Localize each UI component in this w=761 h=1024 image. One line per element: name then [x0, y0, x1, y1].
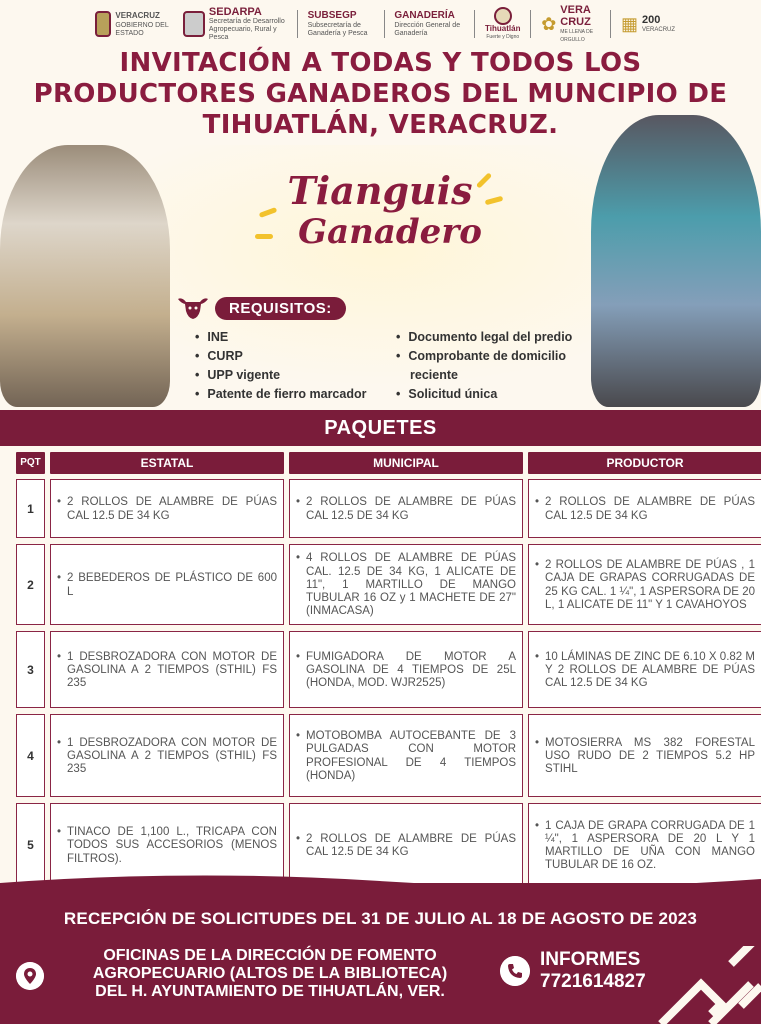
- pqt-cell: 4: [16, 714, 45, 797]
- estatal-cell: • 2 ROLLOS DE ALAMBRE DE PÚAS CAL 12.5 DE 34 KG: [50, 479, 284, 538]
- requirements-list-right: [396, 328, 596, 404]
- cow-head-icon: [176, 295, 210, 321]
- column-header-municipal: MUNICIPAL: [289, 452, 523, 474]
- footer: [0, 883, 761, 1024]
- productor-cell: • 1 CAJA DE GRAPA CORRUGADA DE 1 ¼", 1 ASPERSORA DE 20 L Y 1 MARTILLO DE UÑA CON MANGO TUBULAR DE 16 OZ.: [528, 803, 761, 887]
- logo-bar: [95, 6, 675, 42]
- event-logo: [255, 170, 505, 280]
- pqt-cell: 2: [16, 544, 45, 625]
- logo-sub-text: Fuerte y Digno: [486, 34, 520, 40]
- cell-text: MOTOSIERRA MS 382 FORESTAL USO RUDO DE 2 TIEMPOS 5.2 HP STIHL: [545, 736, 755, 776]
- cell-text: 10 LÁMINAS DE ZINC DE 6.10 X 0.82 M Y 2 ROLLOS DE ALAMBRE DE PÚAS CAL 12.5 DE 34 KG: [545, 650, 755, 690]
- municipal-cell: • MOTOBOMBA AUTOCEBANTE DE 3 PULGADAS CON MOTOR PROFESIONAL DE 4 TIEMPOS (HONDA): [289, 714, 523, 797]
- cell-text: 1 DESBROZADORA CON MOTOR DE GASOLINA A 2 TIEMPOS (STHIL) FS 235: [67, 650, 277, 690]
- logo-main-text: VERACRUZ: [115, 11, 160, 20]
- municipal-cell: • 4 ROLLOS DE ALAMBRE DE PÚAS CAL. 12.5 DE 34 KG, 1 ALICATE DE 11", 1 MARTILLO DE MANGO TUBULAR 16 OZ y 1 MACHETE DE 27" (INMACASA): [289, 544, 523, 625]
- divider: [610, 10, 611, 38]
- municipal-cell: • 2 ROLLOS DE ALAMBRE DE PÚAS CAL 12.5 DE 34 KG: [289, 803, 523, 887]
- cell-text: 1 DESBROZADORA CON MOTOR DE GASOLINA A 2 TIEMPOS (STHIL) FS 235: [67, 736, 277, 776]
- logo-main-text: 200: [642, 14, 661, 26]
- requirement-item: • CURP: [195, 347, 366, 366]
- logo-main-text: GANADERÍA: [394, 10, 455, 21]
- hero-section: [0, 145, 761, 410]
- tihuatlan-emblem-icon: [494, 7, 512, 25]
- page-title: INVITACIÓN A TODAS Y TODOS LOS PRODUCTORES GANADEROS DEL MUNCIPIO DE TIHUATLÁN, VERACRUZ.: [33, 48, 728, 140]
- productor-cell: • 10 LÁMINAS DE ZINC DE 6.10 X 0.82 M Y 2 ROLLOS DE ALAMBRE DE PÚAS CAL 12.5 DE 34 KG: [528, 631, 761, 708]
- farmer-photo-right: [591, 115, 761, 407]
- estatal-cell: • 2 BEBEDEROS DE PLÁSTICO DE 600 L: [50, 544, 284, 625]
- cell-text: FUMIGADORA DE MOTOR A GASOLINA DE 4 TIEMPOS DE 25L (HONDA, MOD. WJR2525): [306, 650, 516, 690]
- greek-fret-ornament: [641, 946, 761, 1024]
- productor-cell: • MOTOSIERRA MS 382 FORESTAL USO RUDO DE 2 TIEMPOS 5.2 HP STIHL: [528, 714, 761, 797]
- requirement-item: • INE: [195, 328, 366, 347]
- sun-ray: [255, 234, 273, 239]
- requisitos-badge: REQUISITOS:: [215, 297, 346, 320]
- location-pin-icon: [16, 962, 44, 990]
- column-header-pqt: PQT: [16, 452, 45, 474]
- column-header-estatal: ESTATAL: [50, 452, 284, 474]
- logo-ganaderia: [394, 10, 464, 38]
- informes-block: [540, 949, 646, 993]
- veracruz-shield-icon: [95, 11, 111, 37]
- cell-text: 2 ROLLOS DE ALAMBRE DE PÚAS CAL 12.5 DE 34 KG: [67, 496, 277, 522]
- phone-icon: [500, 956, 530, 986]
- requirement-item: • Patente de fierro marcador: [195, 385, 366, 404]
- table-row: [16, 479, 755, 538]
- sedarpa-shield-icon: [183, 11, 205, 37]
- cell-text: MOTOBOMBA AUTOCEBANTE DE 3 PULGADAS CON MOTOR PROFESIONAL DE 4 TIEMPOS (HONDA): [306, 730, 516, 782]
- pqt-cell: 1: [16, 479, 45, 538]
- cell-text: 4 ROLLOS DE ALAMBRE DE PÚAS CAL. 12.5 DE 34 KG, 1 ALICATE DE 11", 1 MARTILLO DE MANGO TUBULAR 16 OZ y 1 MACHETE DE 27" (INMACASA): [306, 552, 516, 618]
- informes-label: INFORMES: [540, 949, 641, 970]
- requirement-item: • Documento legal del predio: [396, 328, 596, 347]
- address-line: DEL H. AYUNTAMIENTO DE TIHUATLÁN, VER.: [95, 983, 445, 1000]
- packages-table: [16, 452, 755, 893]
- farmer-photo-left: [0, 145, 170, 407]
- table-row: [16, 631, 755, 708]
- logo-veracruz: [95, 10, 173, 38]
- estatal-cell: • 1 DESBROZADORA CON MOTOR DE GASOLINA A 2 TIEMPOS (STHIL) FS 235: [50, 631, 284, 708]
- divider: [384, 10, 385, 38]
- divider: [297, 10, 298, 38]
- logo-sub-text: VERACRUZ: [642, 27, 676, 33]
- cell-text: 1 CAJA DE GRAPA CORRUGADA DE 1 ¼", 1 ASPERSORA DE 20 L Y 1 MARTILLO DE UÑA CON MANGO TUBULAR DE 16 OZ.: [545, 819, 755, 872]
- municipal-cell: • FUMIGADORA DE MOTOR A GASOLINA DE 4 TIEMPOS DE 25L (HONDA, MOD. WJR2525): [289, 631, 523, 708]
- cell-text: 2 BEBEDEROS DE PLÁSTICO DE 600 L: [67, 572, 277, 598]
- event-title-line1: Tianguis: [287, 168, 473, 213]
- cell-text: 2 ROLLOS DE ALAMBRE DE PÚAS , 1 CAJA DE GRAPAS CORRUGADAS DE 25 KG CAL. 1 ¼", 1 ASPERSORA DE 20 L, 1 ALICATE DE 11" Y 1 CAVAHOYOS: [545, 559, 755, 611]
- requirement-item: • UPP vigente: [195, 366, 366, 385]
- logo-subsegp: [308, 10, 374, 38]
- address-line: OFICINAS DE LA DIRECCIÓN DE FOMENTO: [103, 947, 437, 964]
- paquetes-header: PAQUETES: [0, 410, 761, 446]
- requirements-list-left: [195, 328, 366, 404]
- cell-text: 2 ROLLOS DE ALAMBRE DE PÚAS CAL 12.5 DE 34 KG: [306, 496, 516, 522]
- productor-cell: • 2 ROLLOS DE ALAMBRE DE PÚAS , 1 CAJA DE GRAPAS CORRUGADAS DE 25 KG CAL. 1 ¼", 1 ASPERSORA DE 20 L, 1 ALICATE DE 11" Y 1 CAVAHOYOS: [528, 544, 761, 625]
- event-title-line2: Ganadero: [298, 212, 482, 252]
- logo-sub-text: Subsecretaría de Ganadería y Pesca: [307, 22, 368, 37]
- table-header-row: [16, 452, 746, 474]
- logo-main-text: SUBSEGP: [307, 10, 357, 21]
- estatal-cell: • TINACO DE 1,100 L., TRICAPA CON TODOS SUS ACCESORIOS (MENOS FILTROS).: [50, 803, 284, 887]
- requirement-item: • Solicitud única: [396, 385, 596, 404]
- logo-main-text: VERA CRUZ: [560, 4, 591, 28]
- phone-number: 7721614827: [540, 971, 646, 992]
- table-row: [16, 714, 755, 797]
- table-row: [16, 544, 755, 625]
- pattern-icon: ▦: [621, 13, 639, 34]
- pqt-cell: 5: [16, 803, 45, 887]
- flower-icon: ✿: [541, 13, 557, 34]
- cell-text: 2 ROLLOS DE ALAMBRE DE PÚAS CAL 12.5 DE 34 KG: [545, 496, 755, 522]
- logo-vera-cruz: [541, 4, 600, 44]
- logo-sub-text: Dirección General de Ganadería: [394, 22, 461, 37]
- address-line: AGROPECUARIO (ALTOS DE LA BIBLIOTECA): [92, 965, 448, 982]
- office-address: [55, 947, 485, 1001]
- pqt-cell: 3: [16, 631, 45, 708]
- divider: [530, 10, 531, 38]
- logo-tihuatlan: [485, 7, 520, 41]
- logo-200-veracruz: [621, 14, 675, 35]
- requirement-item: • Comprobante de domicilio reciente: [396, 347, 596, 385]
- cell-text: TINACO DE 1,100 L., TRICAPA CON TODOS SUS ACCESORIOS (MENOS FILTROS).: [67, 826, 277, 865]
- logo-sub-text: GOBIERNO DEL ESTADO: [115, 22, 169, 37]
- productor-cell: • 2 ROLLOS DE ALAMBRE DE PÚAS CAL 12.5 DE 34 KG: [528, 479, 761, 538]
- logo-main-text: Tihuatlán: [485, 24, 521, 33]
- footer-wave: [0, 869, 761, 893]
- logo-sub-text: ME LLENA DE ORGULLO: [560, 29, 594, 43]
- reception-dates: RECEPCIÓN DE SOLICITUDES DEL 31 DE JULIO AL 18 DE AGOSTO DE 2023: [63, 909, 698, 928]
- estatal-cell: • 1 DESBROZADORA CON MOTOR DE GASOLINA A 2 TIEMPOS (STHIL) FS 235: [50, 714, 284, 797]
- divider: [474, 10, 475, 38]
- column-header-productor: PRODUCTOR: [528, 452, 761, 474]
- logo-sedarpa: [183, 6, 287, 42]
- cell-text: 2 ROLLOS DE ALAMBRE DE PÚAS CAL 12.5 DE 34 KG: [306, 832, 516, 858]
- logo-sub-text: Secretaría de Desarrollo Agropecuario, Rural y Pesca: [208, 18, 285, 41]
- logo-main-text: SEDARPA: [208, 6, 262, 18]
- municipal-cell: • 2 ROLLOS DE ALAMBRE DE PÚAS CAL 12.5 DE 34 KG: [289, 479, 523, 538]
